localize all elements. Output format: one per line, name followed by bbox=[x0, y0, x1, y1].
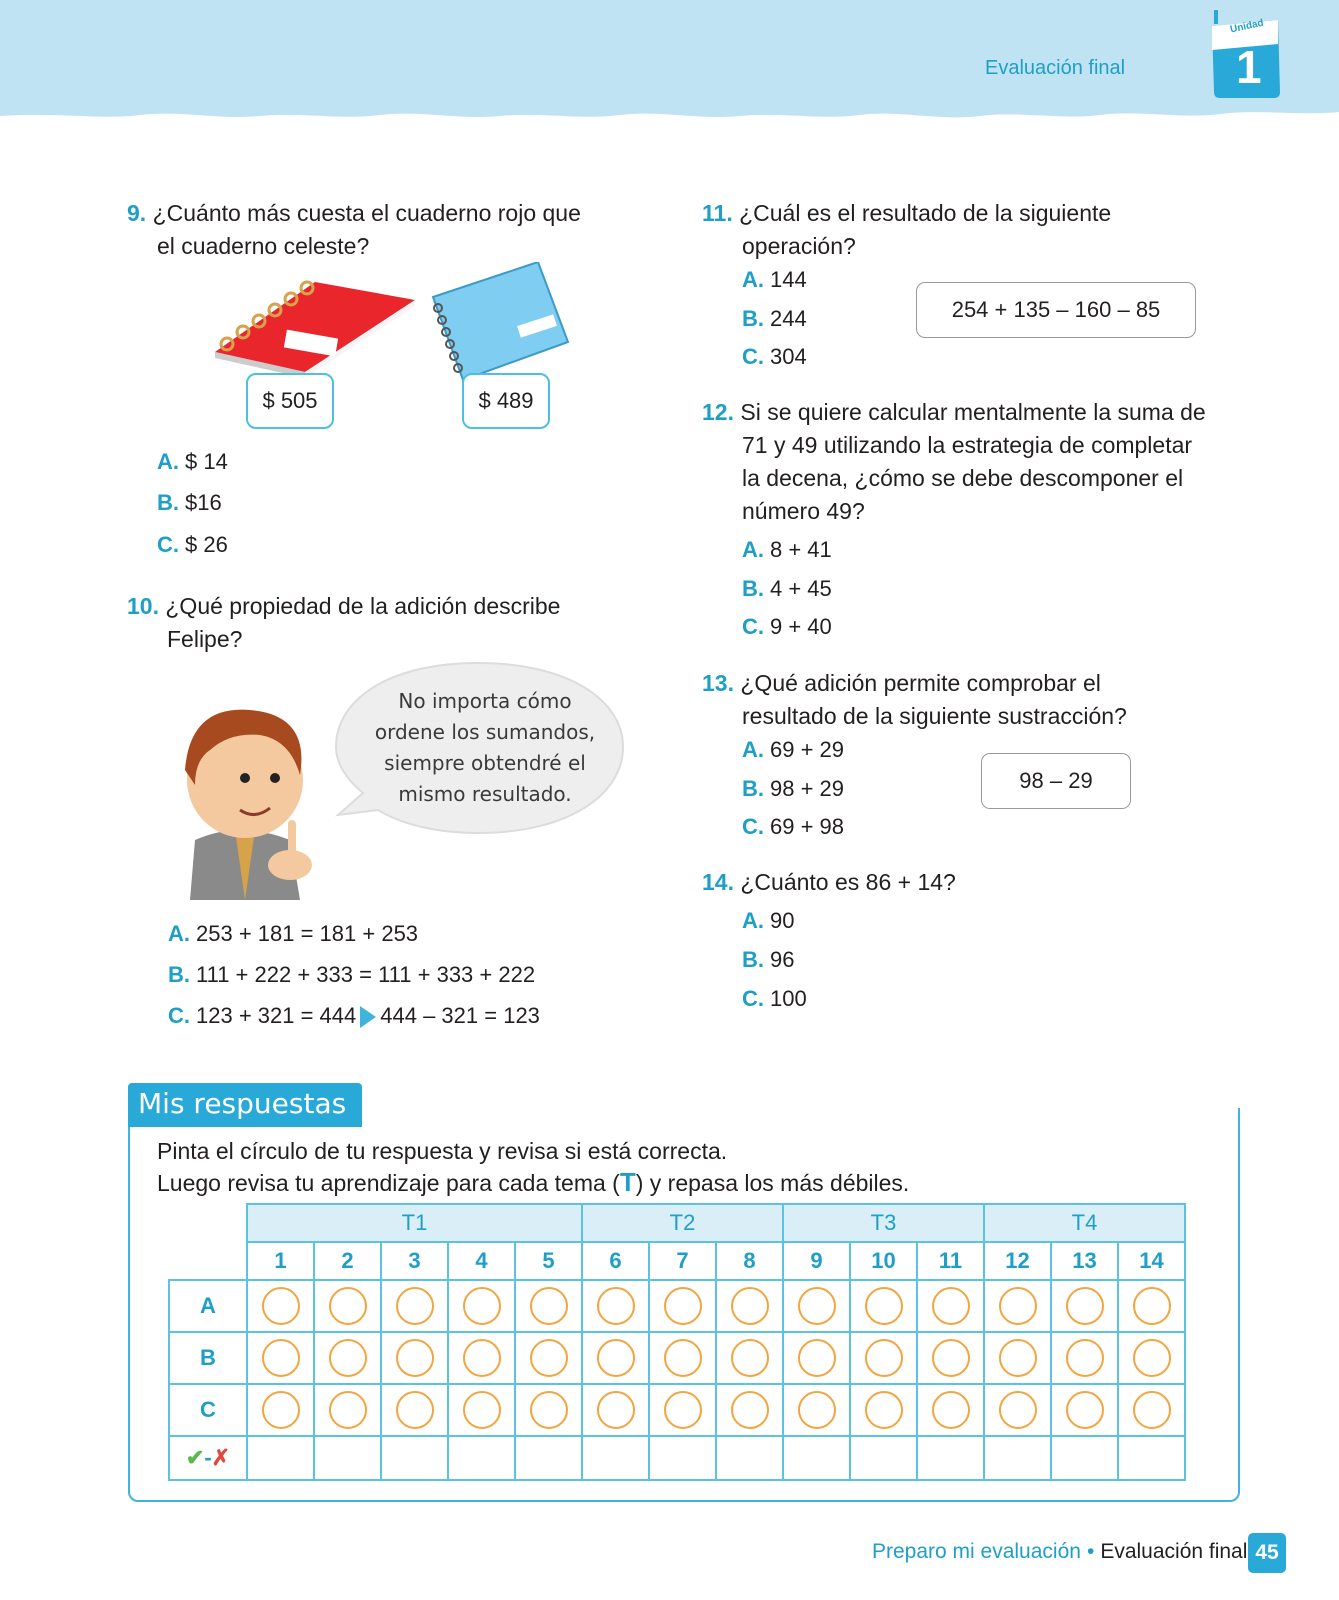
answer-cell bbox=[917, 1384, 984, 1436]
bubble-line-3: siempre obtendré el bbox=[384, 751, 586, 775]
answer-circle[interactable] bbox=[1066, 1339, 1104, 1377]
arrow-right-icon bbox=[360, 1006, 376, 1028]
cross-icon: ✗ bbox=[211, 1445, 231, 1470]
col-header: 12 bbox=[984, 1242, 1051, 1280]
q13-option-c[interactable]: C. 69 + 98 bbox=[742, 814, 845, 839]
answer-cell bbox=[917, 1332, 984, 1384]
q10-text bbox=[127, 590, 560, 656]
red-notebook-icon bbox=[205, 272, 420, 377]
price-tag-red: $ 505 bbox=[246, 373, 334, 429]
check-cell[interactable] bbox=[984, 1436, 1051, 1480]
q12-line4: número 49? bbox=[742, 498, 865, 524]
col-header: 13 bbox=[1051, 1242, 1118, 1280]
answer-cell bbox=[1051, 1384, 1118, 1436]
answer-cell bbox=[247, 1332, 314, 1384]
answer-cell bbox=[649, 1280, 716, 1332]
unit-label: Unidad bbox=[1229, 17, 1265, 36]
answer-circle[interactable] bbox=[329, 1391, 367, 1429]
answer-circle[interactable] bbox=[396, 1287, 434, 1325]
answer-cell bbox=[448, 1384, 515, 1436]
check-cell[interactable] bbox=[381, 1436, 448, 1480]
row-label-c: C bbox=[169, 1384, 247, 1436]
check-cell[interactable] bbox=[582, 1436, 649, 1480]
answers-instructions bbox=[157, 1136, 909, 1199]
q11-text bbox=[702, 197, 1111, 263]
answer-cell bbox=[247, 1280, 314, 1332]
q11-number: 11. bbox=[702, 200, 733, 226]
footer bbox=[872, 1540, 1247, 1564]
header-band bbox=[0, 0, 1339, 130]
answer-circle[interactable] bbox=[396, 1339, 434, 1377]
col-header: 10 bbox=[850, 1242, 917, 1280]
answer-circle[interactable] bbox=[463, 1339, 501, 1377]
answer-circle[interactable] bbox=[932, 1287, 970, 1325]
answer-circle[interactable] bbox=[731, 1287, 769, 1325]
col-header: 11 bbox=[917, 1242, 984, 1280]
answer-circle[interactable] bbox=[865, 1339, 903, 1377]
check-cell[interactable] bbox=[850, 1436, 917, 1480]
answer-circle[interactable] bbox=[1066, 1287, 1104, 1325]
q11-option-c[interactable]: C. 304 bbox=[742, 344, 807, 369]
answer-cell bbox=[515, 1280, 582, 1332]
boy-character-icon bbox=[170, 690, 320, 900]
answer-circle[interactable] bbox=[530, 1391, 568, 1429]
answer-circle[interactable] bbox=[1133, 1339, 1171, 1377]
q12-line3: la decena, ¿cómo se debe descomponer el bbox=[742, 465, 1184, 491]
answer-circle[interactable] bbox=[463, 1391, 501, 1429]
q14-option-a[interactable]: A. 90 bbox=[742, 908, 795, 933]
speech-bubble-text bbox=[360, 686, 610, 810]
price-tag-blue: $ 489 bbox=[462, 373, 550, 429]
q12-option-b[interactable]: B. 4 + 45 bbox=[742, 576, 832, 601]
q13-number: 13. bbox=[702, 670, 734, 696]
answer-cell bbox=[1118, 1280, 1185, 1332]
col-header: 4 bbox=[448, 1242, 515, 1280]
q11-option-a[interactable]: A. 144 bbox=[742, 267, 807, 292]
check-cell[interactable] bbox=[448, 1436, 515, 1480]
col-header: 2 bbox=[314, 1242, 381, 1280]
check-cell[interactable] bbox=[1118, 1436, 1185, 1480]
answer-cell bbox=[984, 1332, 1051, 1384]
q13-text bbox=[702, 667, 1127, 733]
answer-cell bbox=[716, 1332, 783, 1384]
answer-cell bbox=[649, 1332, 716, 1384]
answer-circle[interactable] bbox=[329, 1339, 367, 1377]
answer-row-c bbox=[169, 1384, 1185, 1436]
page-number: 45 bbox=[1248, 1533, 1286, 1573]
q11-operation-box: 254 + 135 – 160 – 85 bbox=[916, 282, 1196, 338]
q9-option-c[interactable]: C. $ 26 bbox=[157, 532, 228, 557]
q11-line2: operación? bbox=[742, 233, 856, 259]
answer-circle[interactable] bbox=[463, 1287, 501, 1325]
check-cell[interactable] bbox=[247, 1436, 314, 1480]
q9-line2: el cuaderno celeste? bbox=[157, 233, 370, 259]
q9-line1: ¿Cuánto más cuesta el cuaderno rojo que bbox=[152, 200, 581, 226]
theme-t2: T2 bbox=[582, 1204, 783, 1242]
q10-line2: Felipe? bbox=[167, 626, 243, 652]
answers-title: Mis respuestas bbox=[138, 1087, 347, 1120]
answer-cell bbox=[783, 1332, 850, 1384]
answer-circle[interactable] bbox=[329, 1287, 367, 1325]
row-label-b: B bbox=[169, 1332, 247, 1384]
q9-text bbox=[127, 197, 581, 263]
bubble-line-4: mismo resultado. bbox=[398, 782, 572, 806]
answer-circle[interactable] bbox=[530, 1287, 568, 1325]
answer-cell bbox=[984, 1384, 1051, 1436]
answer-cell bbox=[314, 1384, 381, 1436]
answer-cell bbox=[783, 1280, 850, 1332]
instr-line-1: Pinta el círculo de tu respuesta y revisa si está correcta. bbox=[157, 1138, 728, 1164]
q13-line2: resultado de la siguiente sustracción? bbox=[742, 703, 1127, 729]
q14-line1: ¿Cuánto es 86 + 14? bbox=[740, 869, 956, 895]
answers-grid bbox=[168, 1203, 1186, 1481]
q14-option-b[interactable]: B. 96 bbox=[742, 947, 795, 972]
q12-line1: Si se quiere calcular mentalmente la suma de bbox=[740, 399, 1206, 425]
answer-cell bbox=[716, 1384, 783, 1436]
check-cross-label bbox=[169, 1436, 247, 1480]
theme-t4: T4 bbox=[984, 1204, 1185, 1242]
answer-circle[interactable] bbox=[1133, 1391, 1171, 1429]
answer-circle[interactable] bbox=[798, 1391, 836, 1429]
q9-number: 9. bbox=[127, 200, 147, 226]
theme-row bbox=[169, 1204, 1185, 1242]
bubble-line-1: No importa cómo bbox=[398, 689, 572, 713]
check-cell[interactable] bbox=[716, 1436, 783, 1480]
check-cell[interactable] bbox=[314, 1436, 381, 1480]
q14-option-c[interactable]: C. 100 bbox=[742, 986, 807, 1011]
footer-subsection: Evaluación final bbox=[1100, 1540, 1248, 1563]
answer-circle[interactable] bbox=[999, 1287, 1037, 1325]
check-cell[interactable] bbox=[917, 1436, 984, 1480]
answer-cell bbox=[247, 1384, 314, 1436]
answer-circle[interactable] bbox=[597, 1339, 635, 1377]
check-cell[interactable] bbox=[783, 1436, 850, 1480]
answer-circle[interactable] bbox=[731, 1339, 769, 1377]
q10-number: 10. bbox=[127, 593, 159, 619]
q12-text bbox=[702, 396, 1206, 528]
q14-text bbox=[702, 866, 956, 899]
answer-cell bbox=[381, 1332, 448, 1384]
answer-circle[interactable] bbox=[999, 1339, 1037, 1377]
col-header: 14 bbox=[1118, 1242, 1185, 1280]
answer-row-a bbox=[169, 1280, 1185, 1332]
check-icon: ✔ bbox=[185, 1445, 205, 1470]
col-header: 8 bbox=[716, 1242, 783, 1280]
q10-line1: ¿Qué propiedad de la adición describe bbox=[165, 593, 561, 619]
q9-option-b[interactable]: B. $16 bbox=[157, 490, 222, 515]
check-cell[interactable] bbox=[515, 1436, 582, 1480]
answer-circle[interactable] bbox=[262, 1339, 300, 1377]
answer-cell bbox=[515, 1332, 582, 1384]
answer-circle[interactable] bbox=[865, 1287, 903, 1325]
number-row bbox=[169, 1242, 1185, 1280]
answer-cell bbox=[716, 1280, 783, 1332]
answer-circle[interactable] bbox=[597, 1287, 635, 1325]
answer-cell bbox=[381, 1384, 448, 1436]
q11-option-b[interactable]: B. 244 bbox=[742, 306, 807, 331]
answer-circle[interactable] bbox=[1066, 1391, 1104, 1429]
answer-cell bbox=[984, 1280, 1051, 1332]
q11-line1: ¿Cuál es el resultado de la siguiente bbox=[739, 200, 1112, 226]
answer-cell bbox=[582, 1332, 649, 1384]
answer-cell bbox=[314, 1280, 381, 1332]
answer-circle[interactable] bbox=[664, 1339, 702, 1377]
answer-cell bbox=[850, 1280, 917, 1332]
dash: - bbox=[204, 1445, 212, 1470]
col-header: 7 bbox=[649, 1242, 716, 1280]
answer-cell bbox=[314, 1332, 381, 1384]
check-cell[interactable] bbox=[1051, 1436, 1118, 1480]
answer-circle[interactable] bbox=[932, 1391, 970, 1429]
answer-circle[interactable] bbox=[597, 1391, 635, 1429]
q12-option-c[interactable]: C. 9 + 40 bbox=[742, 614, 832, 639]
q10-option-a[interactable]: A. 253 + 181 = 181 + 253 bbox=[168, 921, 419, 946]
answer-cell bbox=[1118, 1332, 1185, 1384]
q13-operation-box: 98 – 29 bbox=[981, 753, 1131, 809]
answer-cell bbox=[448, 1332, 515, 1384]
answer-circle[interactable] bbox=[999, 1391, 1037, 1429]
q13-option-b[interactable]: B. 98 + 29 bbox=[742, 776, 845, 801]
section-title: Evaluación final bbox=[985, 57, 1126, 79]
answer-cell bbox=[783, 1384, 850, 1436]
answer-circle[interactable] bbox=[664, 1287, 702, 1325]
answer-cell bbox=[1051, 1332, 1118, 1384]
instr-line-2: Luego revisa tu aprendizaje para cada tema (T) y repasa los más débiles. bbox=[157, 1167, 910, 1197]
q10-option-b[interactable]: B. 111 + 222 + 333 = 111 + 333 + 222 bbox=[168, 962, 536, 987]
answer-circle[interactable] bbox=[731, 1391, 769, 1429]
footer-separator: • bbox=[1086, 1540, 1095, 1563]
q12-number: 12. bbox=[702, 399, 734, 425]
q12-option-a[interactable]: A. 8 + 41 bbox=[742, 537, 832, 562]
answer-row-b bbox=[169, 1332, 1185, 1384]
answer-cell bbox=[582, 1280, 649, 1332]
col-header: 9 bbox=[783, 1242, 850, 1280]
q12-line2: 71 y 49 utilizando la estrategia de completar bbox=[742, 432, 1193, 458]
answer-cell bbox=[1051, 1280, 1118, 1332]
answer-cell bbox=[917, 1280, 984, 1332]
answer-cell bbox=[850, 1332, 917, 1384]
answer-circle[interactable] bbox=[396, 1391, 434, 1429]
theme-t1: T1 bbox=[247, 1204, 582, 1242]
check-cell[interactable] bbox=[649, 1436, 716, 1480]
col-header: 1 bbox=[247, 1242, 314, 1280]
unit-number: 1 bbox=[1236, 41, 1262, 93]
q9-option-a[interactable]: A. $ 14 bbox=[157, 449, 228, 474]
q13-option-a[interactable]: A. 69 + 29 bbox=[742, 737, 845, 762]
answer-cell bbox=[515, 1384, 582, 1436]
answer-circle[interactable] bbox=[798, 1287, 836, 1325]
col-header: 6 bbox=[582, 1242, 649, 1280]
answer-circle[interactable] bbox=[798, 1339, 836, 1377]
answer-circle[interactable] bbox=[262, 1287, 300, 1325]
answer-cell bbox=[582, 1384, 649, 1436]
answer-circle[interactable] bbox=[1133, 1287, 1171, 1325]
answer-circle[interactable] bbox=[865, 1391, 903, 1429]
answer-cell bbox=[850, 1384, 917, 1436]
theme-t3: T3 bbox=[783, 1204, 984, 1242]
answer-circle[interactable] bbox=[262, 1391, 300, 1429]
q13-line1: ¿Qué adición permite comprobar el bbox=[740, 670, 1101, 696]
col-header: 3 bbox=[381, 1242, 448, 1280]
answer-circle[interactable] bbox=[664, 1391, 702, 1429]
q14-number: 14. bbox=[702, 869, 734, 895]
answer-cell bbox=[649, 1384, 716, 1436]
footer-section: Preparo mi evaluación bbox=[872, 1540, 1081, 1563]
answer-cell bbox=[381, 1280, 448, 1332]
answer-circle[interactable] bbox=[932, 1339, 970, 1377]
check-row bbox=[169, 1436, 1185, 1480]
answer-circle[interactable] bbox=[530, 1339, 568, 1377]
answer-cell bbox=[448, 1280, 515, 1332]
answer-cell bbox=[1118, 1384, 1185, 1436]
col-header: 5 bbox=[515, 1242, 582, 1280]
bubble-line-2: ordene los sumandos, bbox=[374, 720, 596, 744]
blue-notebook-icon bbox=[428, 262, 578, 387]
row-label-a: A bbox=[169, 1280, 247, 1332]
q10-option-c[interactable]: C. 123 + 321 = 444 444 – 321 = 123 bbox=[168, 1003, 540, 1028]
